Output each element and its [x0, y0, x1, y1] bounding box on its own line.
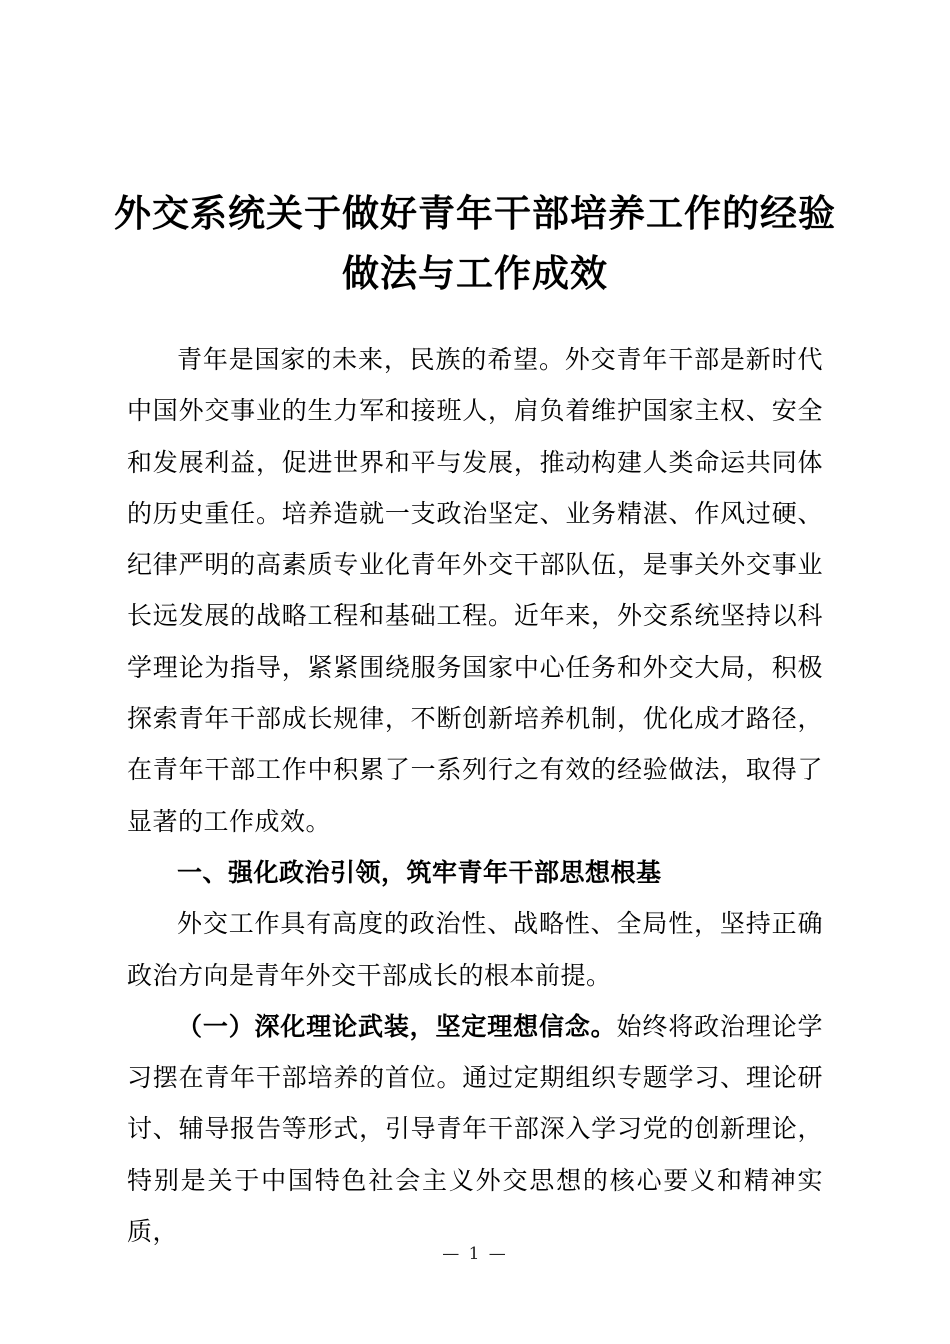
subsection-heading: （一）深化理论武装，坚定理想信念。 — [177, 1011, 617, 1041]
subsection-paragraph — [127, 1001, 823, 1257]
subsection-text: 始终将政治理论学习摆在青年干部培养的首位。通过定期组织专题学习、理论研讨、辅导报告等形式，引导青年干部深入学习党的创新理论，特别是关于中国特色社会主义外交思想的核心要义和精神实质， — [127, 1011, 823, 1247]
document-body — [127, 334, 823, 1257]
document-title: 外交系统关于做好青年干部培养工作的经验做法与工作成效 — [114, 192, 836, 295]
section-heading-1: 一、强化政治引领，筑牢青年干部思想根基 — [177, 857, 662, 887]
section-1-paragraph: 外交工作具有高度的政治性、战略性、全局性，坚持正确政治方向是青年外交干部成长的根本前提。 — [127, 909, 823, 990]
intro-paragraph: 青年是国家的未来，民族的希望。外交青年干部是新时代中国外交事业的生力军和接班人，肩负着维护国家主权、安全和发展利益，促进世界和平与发展，推动构建人类命运共同体的历史重任。培养造就一支政治坚定、业务精湛、作风过硬、纪律严明的高素质专业化青年外交干部队伍，是事关外交事业长远发展的战略工程和基础工程。近年来，外交系统坚持以科学理论为指导，紧紧围绕服务国家中心任务和外交大局，积极探索青年干部成长规律，不断创新培养机制，优化成才路径，在青年干部工作中积累了一系列行之有效的经验做法，取得了显著的工作成效。 — [127, 345, 823, 836]
page-number: — 1 — — [442, 1244, 508, 1264]
